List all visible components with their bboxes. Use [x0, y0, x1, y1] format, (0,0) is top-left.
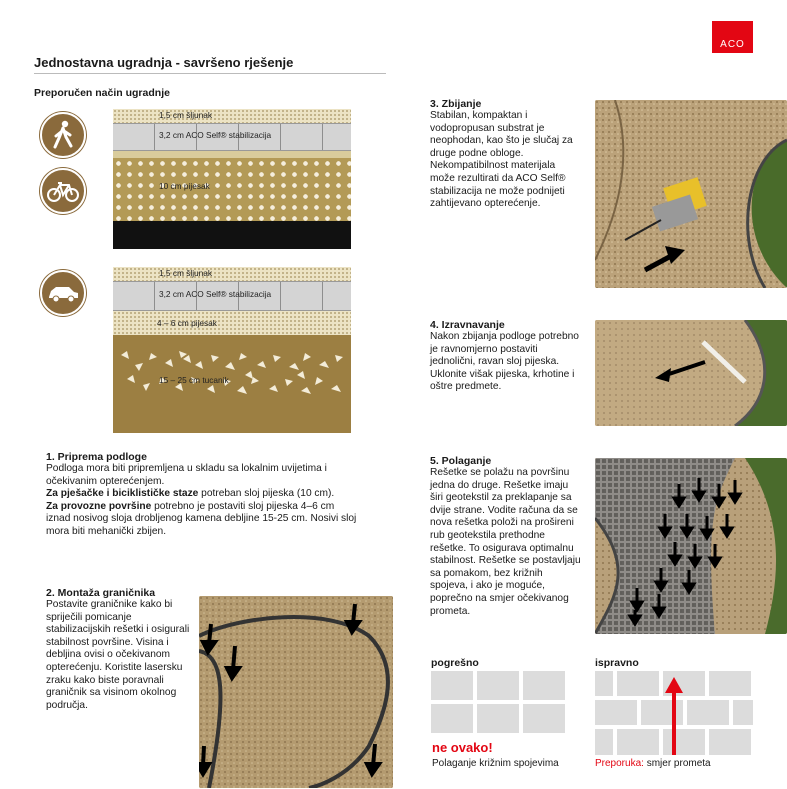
pedestrian-icon [40, 112, 86, 158]
laying-photo [595, 458, 787, 634]
step1-vehicle-label: Za provozne površine [46, 500, 152, 512]
right-caption-label: Preporuka: [595, 758, 644, 769]
sand-layer [113, 158, 351, 221]
gravel-layer [113, 109, 351, 123]
sand-label: 4 – 6 cm pijesak [157, 318, 217, 328]
bicycle-icon [40, 168, 86, 214]
stabilization-label: 3,2 cm ACO Self® stabilizacija [159, 289, 272, 299]
title-divider [34, 73, 386, 74]
wrong-pattern-diagram [431, 671, 569, 733]
crushed-stone-layer [113, 335, 351, 433]
wrong-caption: Polaganje križnim spojevima [432, 758, 559, 769]
sand-label: 10 cm pijesak [159, 181, 210, 191]
edging-photo [199, 596, 393, 788]
gravel-label: 1,5 cm šljunak [159, 110, 213, 120]
geotextile-layer [113, 151, 351, 158]
step1-pedestrian-text: potreban sloj pijeska (10 cm). [198, 488, 335, 500]
step5-heading: 5. Polaganje [430, 455, 492, 467]
wrong-warning: ne ovako! [432, 740, 493, 755]
step1-vehicle-text: potrebno je postaviti sloj pijeska 4–6 cm iznad nosivog sloja drobljenog kamena debljine 15-25 cm. Nosivi sloj mora biti mehanički zbijen. [46, 500, 357, 537]
step4-heading: 4. Izravnavanje [430, 319, 505, 331]
right-heading: ispravno [595, 657, 639, 669]
step4-text: Nakon zbijanja podloge potrebno je ravnomjerno postaviti jednolični, ravan sloj pijeska. Uklonite višak pijeska, krhotine i oštre predmete. [430, 331, 579, 393]
car-icon [40, 270, 86, 316]
step1-text [46, 463, 358, 539]
step1-pedestrian-label: Za pješačke i biciklističke staze [46, 488, 199, 500]
base-layer [113, 221, 351, 249]
layer-diagram-pedestrian [113, 109, 351, 249]
right-caption [595, 758, 711, 769]
sand-layer [113, 311, 351, 335]
step1-heading: 1. Priprema podloge [46, 451, 147, 463]
stabilization-label: 3,2 cm ACO Self® stabilizacija [159, 130, 272, 140]
crushed-stone-label: 15 – 25 cm tucanik [159, 375, 229, 385]
compaction-photo [595, 100, 787, 288]
wrong-heading: pogrešno [431, 657, 479, 669]
layer-diagram-vehicle [113, 267, 351, 433]
step2-heading: 2. Montaža graničnika [46, 587, 156, 599]
step2-text: Postavite graničnike kako bi spriječili pomicanje stabilizacijskih rešetki i osigurali stabilnost površine. Visina i debljina ovisi o očekivanom opterećenju. Koristite lasersku zraku kako biste poravnali graničnik sa visinom okolnog područja. [46, 599, 190, 711]
right-pattern-diagram [595, 671, 753, 755]
step1-intro: Podloga mora biti pripremljena u skladu sa lokalnim uvijetima i očekivanim opterećenjem. [46, 463, 327, 487]
traffic-direction-arrow-icon [595, 671, 753, 755]
step3-text: Stabilan, kompaktan i vodopropusan substrat je neophodan, kao što je slučaj za druge podne obloge. Nekompatibilnost materijala može rezultirati da ACO Self® stabilizacija ne može podnijeti zahtijevano opterećenje. [430, 110, 573, 210]
gravel-layer [113, 267, 351, 281]
gravel-label: 1,5 cm šljunak [159, 268, 213, 278]
right-caption-text: smjer prometa [643, 758, 711, 769]
page-title: Jednostavna ugradnja - savršeno rješenje [34, 55, 294, 70]
leveling-photo [595, 320, 787, 426]
aco-logo: ACO [712, 21, 753, 53]
step5-text: Rešetke se polažu na površinu jedna do druge. Rešetke imaju širi geotekstil za preklapanje sa dvije strane. Vodite računa da se nova rešetka položi na prošireni rub geotekstila prethodne rešetke. To osigurava optimalnu stabilnost. Rešetke se postavljaju sa pomakom, bez križnih spojeva, i ako je moguće, poprečno na smjer očekivanog prometa. [430, 467, 581, 617]
section-subtitle: Preporučen način ugradnje [34, 87, 170, 99]
step3-heading: 3. Zbijanje [430, 98, 482, 110]
